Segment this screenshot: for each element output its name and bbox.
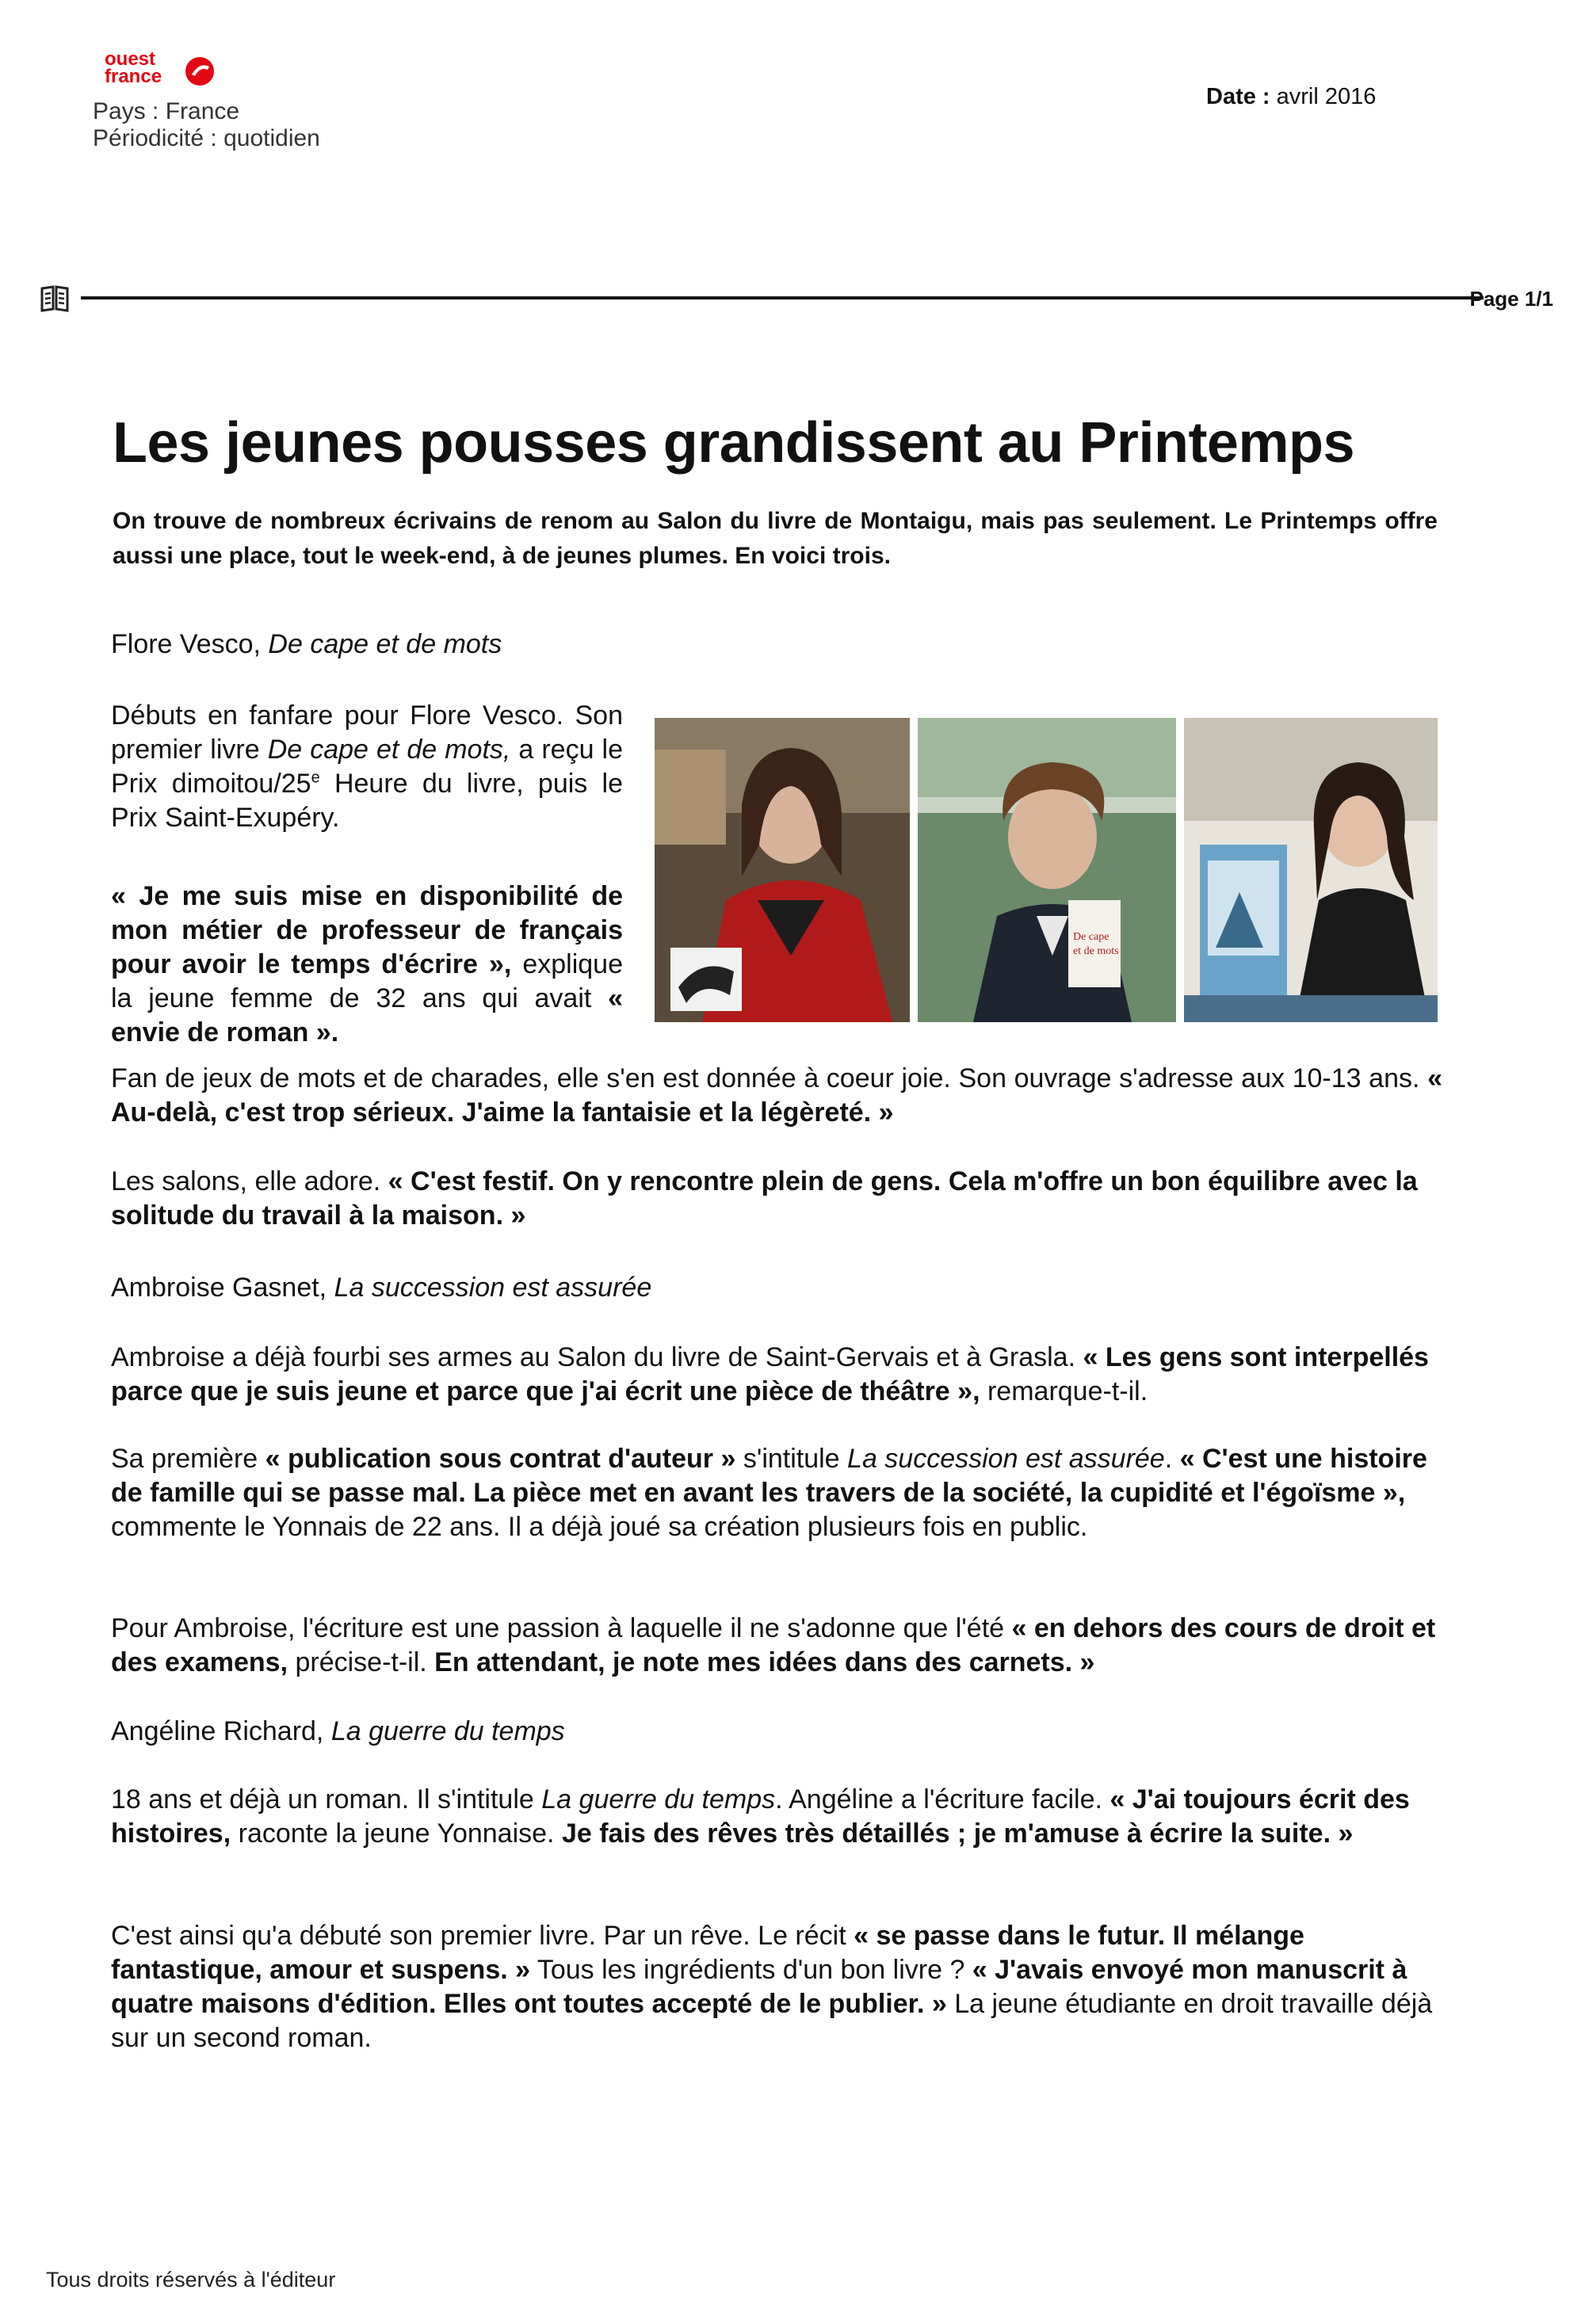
section-heading-angeline: Angéline Richard, La guerre du temps [111, 1716, 565, 1746]
paragraph-3: Fan de jeux de mots et de charades, elle s'en est donnée à coeur joie. Son ouvrage s'adresse aux 10-13 ans. « Au-delà, c'est trop sérieux. J'aime la fantaisie et la légèreté. » [111, 1063, 1442, 1128]
book-icon [40, 284, 70, 312]
paragraph-9: C'est ainsi qu'a débuté son premier livre. Par un rêve. Le récit « se passe dans le futur. Il mélange fantastique, amour et suspens. » Tous les ingrédients d'un bon livre ? « J'avais envoyé mon manuscrit à quatre maisons d'édition. Elles ont toutes accepté de le publier. » La jeune étudiante en droit travaille déjà sur un second roman. [111, 1921, 1433, 2053]
photo-ambroise-gasnet [918, 718, 1176, 1022]
photo-flore-vesco [655, 718, 910, 1022]
logo-text-bottom: france [105, 66, 162, 87]
periodicity-label: Périodicité : [93, 125, 217, 151]
paragraph-1: Débuts en fanfare pour Flore Vesco. Son premier livre De cape et de mots, a reçu le Prix dimoitou/25e Heure du livre, puis le Prix Saint-Exupéry. [111, 700, 624, 833]
paragraph-2: « Je me suis mise en disponibilité de mon métier de professeur de français pour avoir le temps d'écrire », explique la jeune femme de 32 ans qui avait « envie de roman ». [111, 881, 623, 1048]
divider-line [81, 296, 1484, 300]
ouest-france-logo [103, 48, 222, 89]
logo-text-top: ouest [105, 48, 156, 70]
date-value: avril 2016 [1276, 84, 1377, 109]
paragraph-5: Ambroise a déjà fourbi ses armes au Salon du livre de Saint-Gervais et à Grasla. « Les gens sont interpellés parce que je suis jeune et parce que j'ai écrit une pièce de théâtre », remarque-t-il. [111, 1342, 1429, 1406]
svg-text:De cape: De cape [1073, 931, 1110, 943]
authors-photo-strip [655, 718, 1438, 1022]
publication-date [1206, 84, 1376, 110]
date-label: Date : [1206, 84, 1270, 109]
header-rule [40, 282, 1553, 314]
photo-angeline-richard [1184, 718, 1438, 1022]
country-label: Pays : France [93, 98, 240, 124]
paragraph-6: Sa première « publication sous contrat d'auteur » s'intitule La succession est assurée. « C'est une histoire de famille qui se passe mal. La pièce met en avant les travers de la société, la cupidité et l'égoïsme », commente le Yonnais de 22 ans. Il a déjà joué sa création plusieurs fois en public. [111, 1444, 1427, 1542]
periodicity-value: quotidien [223, 125, 320, 151]
periodicity [93, 125, 320, 152]
section-heading-ambroise: Ambroise Gasnet, La succession est assurée [111, 1273, 652, 1303]
svg-text:et de mots: et de mots [1073, 945, 1119, 957]
publication-meta [93, 98, 320, 152]
rights-notice: Tous droits réservés à l'éditeur [46, 2268, 336, 2292]
article-title: Les jeunes pousses grandissent au Printemps [113, 411, 1354, 475]
page-number: Page 1/1 [1469, 287, 1553, 311]
paragraph-8: 18 ans et déjà un roman. Il s'intitule La guerre du temps. Angéline a l'écriture facile. « J'ai toujours écrit des histoires, raconte la jeune Yonnaise. Je fais des rêves très détaillés ; je m'amuse à écrire la suite. » [111, 1784, 1410, 1849]
article-lead: On trouve de nombreux écrivains de renom au Salon du livre de Montaigu, mais pas seulement. Le Printemps offre aussi une place, tout le week-end, à de jeunes plumes. En voici trois. [113, 508, 1438, 569]
section-heading-flore: Flore Vesco, De cape et de mots [111, 629, 502, 659]
paragraph-7: Pour Ambroise, l'écriture est une passion à laquelle il ne s'adonne que l'été « en dehors des cours de droit et des examens, précise-t-il. En attendant, je note mes idées dans des carnets. » [111, 1613, 1436, 1677]
paragraph-4: Les salons, elle adore. « C'est festif. On y rencontre plein de gens. Cela m'offre un bon équilibre avec la solitude du travail à la maison. » [111, 1166, 1418, 1231]
